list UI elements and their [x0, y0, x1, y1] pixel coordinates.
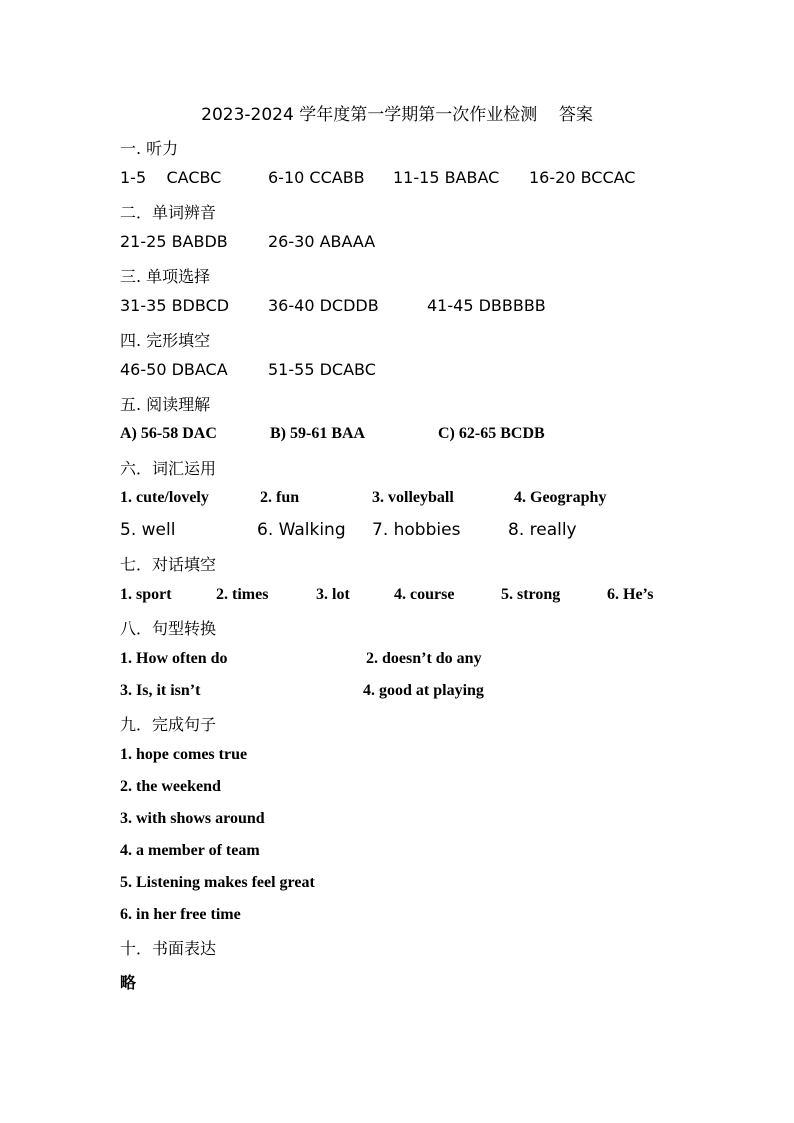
reading-answers-row	[120, 425, 734, 449]
section-heading-sentence-completion: 九．完成句子	[120, 715, 217, 734]
answer-group: 41-45 DBBBBB	[427, 296, 546, 315]
answer-group: 51-55 DCABC	[268, 360, 376, 379]
page-title: 2023-2024 学年度第一学期第一次作业检测 答案	[201, 105, 593, 125]
answer-item: 6. He’s	[607, 586, 654, 603]
answer-item: 7. hobbies	[372, 520, 461, 540]
multiple-choice-answers-row	[120, 296, 734, 320]
writing-answer: 略	[120, 975, 137, 992]
answer-item: 3. volleyball	[372, 489, 454, 506]
answer-item: 4. Geography	[514, 489, 607, 506]
section-heading-pronunciation: 二．单词辨音	[120, 203, 217, 222]
answer-group: 11-15 BABAC	[393, 168, 500, 187]
completion-answer: 3. with shows around	[120, 810, 265, 827]
completion-answer: 4. a member of team	[120, 842, 260, 859]
answer-item: 5. well	[120, 520, 176, 540]
transformation-answers-row-2	[120, 682, 734, 706]
answer-item: 6. Walking	[257, 520, 346, 540]
section-heading-listening: 一. 听力	[120, 139, 179, 158]
answer-group: B) 59-61 BAA	[270, 425, 366, 442]
dialogue-answers-row	[120, 586, 734, 610]
answer-item: 2. times	[216, 586, 269, 603]
answer-item: 4. course	[394, 586, 455, 603]
answer-group: 6-10 CCABB	[268, 168, 365, 187]
section-heading-transformation: 八．句型转换	[120, 619, 217, 638]
answer-item: 3. lot	[316, 586, 350, 603]
section-heading-writing: 十．书面表达	[120, 939, 217, 958]
answer-item: 3. Is, it isn’t	[120, 682, 201, 699]
answer-group: 16-20 BCCAC	[529, 168, 636, 187]
transformation-answers-row-1	[120, 650, 734, 674]
completion-answer: 2. the weekend	[120, 778, 221, 795]
answer-group: 46-50 DBACA	[120, 360, 228, 379]
answer-item: 8. really	[508, 520, 577, 540]
completion-answer: 5. Listening makes feel great	[120, 874, 315, 891]
answer-group: 36-40 DCDDB	[268, 296, 379, 315]
section-heading-multiple-choice: 三. 单项选择	[120, 267, 211, 286]
vocabulary-answers-row-2	[120, 520, 734, 546]
pronunciation-answers-row	[120, 232, 734, 256]
answer-group: A) 56-58 DAC	[120, 425, 217, 442]
answer-item: 1. sport	[120, 586, 172, 603]
cloze-answers-row	[120, 360, 734, 384]
answer-item: 2. doesn’t do any	[366, 650, 482, 667]
answer-group: C) 62-65 BCDB	[438, 425, 545, 442]
vocabulary-answers-row-1	[120, 489, 734, 513]
section-heading-reading: 五. 阅读理解	[120, 395, 211, 414]
answer-group: 1-5 CACBC	[120, 168, 222, 187]
completion-answer: 1. hope comes true	[120, 746, 248, 763]
answer-group: 31-35 BDBCD	[120, 296, 230, 315]
listening-answers-row	[120, 168, 734, 192]
answer-item: 5. strong	[501, 586, 561, 603]
answer-group: 21-25 BABDB	[120, 232, 228, 251]
answer-item: 4. good at playing	[363, 682, 484, 699]
completion-answer: 6. in her free time	[120, 906, 241, 923]
answer-group: 26-30 ABAAA	[268, 232, 376, 251]
answer-item: 2. fun	[260, 489, 300, 506]
answer-item: 1. How often do	[120, 650, 228, 667]
section-heading-cloze: 四. 完形填空	[120, 331, 211, 350]
answer-item: 1. cute/lovely	[120, 489, 209, 506]
section-heading-vocabulary: 六．词汇运用	[120, 459, 217, 478]
section-heading-dialogue: 七．对话填空	[120, 555, 217, 574]
